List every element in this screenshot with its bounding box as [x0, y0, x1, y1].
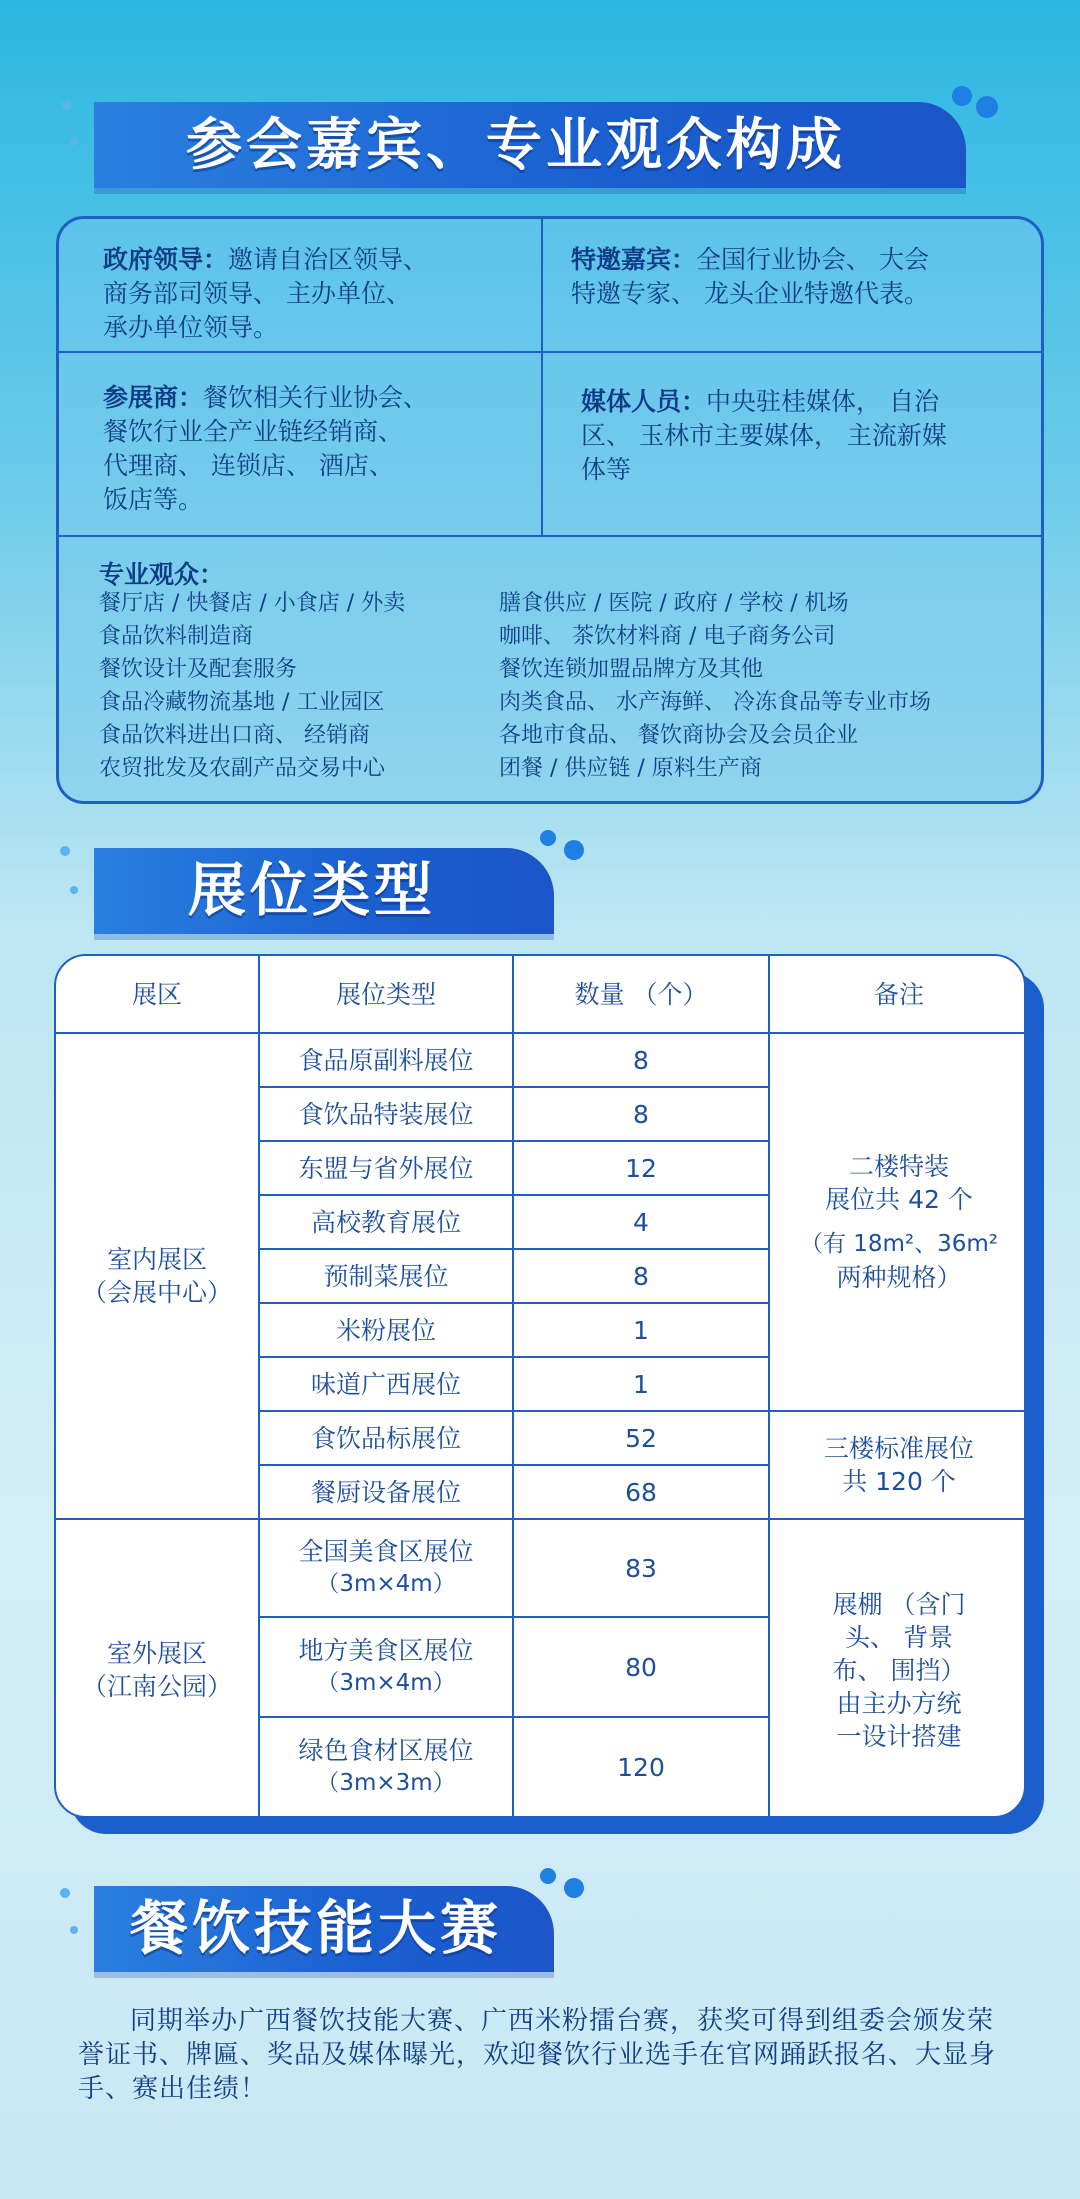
note-line: 共 120 个	[842, 1467, 956, 1496]
audience-item: 农贸批发及农副产品交易中心	[99, 756, 386, 781]
gov-leaders-text: 邀请自治区领导、	[228, 245, 429, 274]
booth-type-cell: 食饮品特装展位	[298, 1099, 474, 1129]
booth-type-cell: 米粉展位	[335, 1315, 436, 1345]
booth-size: （3m×3m）	[316, 1770, 456, 1796]
decor-dot	[70, 138, 78, 146]
gov-leaders-text: 商务部司领导、 主办单位、	[103, 279, 411, 308]
note-line: 三楼标准展位	[823, 1434, 974, 1463]
audience-item: 咖啡、 茶饮材料商 / 电子商务公司	[499, 624, 836, 649]
booth-count-cell: 8	[633, 1099, 649, 1129]
booth-type-cell: 东盟与省外展位	[298, 1153, 474, 1183]
decor-dot	[540, 1868, 556, 1884]
audience-item: 团餐 / 供应链 / 原料生产商	[499, 756, 762, 781]
note-line: 一设计搭建	[836, 1721, 962, 1751]
audience-item: 餐饮设计及配套服务	[99, 657, 298, 682]
booth-type-cell	[260, 1520, 512, 1616]
exhibitors-text: 饭店等。	[103, 485, 204, 514]
note-line: （有 18m²、36m²	[799, 1231, 999, 1257]
audience-item: 食品饮料制造商	[99, 624, 254, 649]
note-line: 两种规格）	[836, 1263, 962, 1292]
audience-right-list	[499, 587, 1039, 785]
audience-item: 餐饮连锁加盟品牌方及其他	[499, 657, 764, 682]
booth-size: （3m×4m）	[316, 1670, 456, 1696]
booth-size: （3m×4m）	[316, 1571, 456, 1597]
gov-leaders-text: 承办单位领导。	[103, 313, 279, 342]
booth-type-cell: 高校教育展位	[310, 1207, 461, 1237]
header-booth-type: 展位类型	[335, 979, 436, 1009]
booth-count-cell: 120	[617, 1752, 665, 1782]
booth-type-name: 绿色食材区展位	[298, 1736, 474, 1765]
outdoor-zone-name: 室外展区	[106, 1639, 207, 1668]
divider	[541, 219, 543, 535]
section3-title: 餐饮技能大赛	[130, 1894, 503, 1962]
note-line: 展棚 （含门	[832, 1589, 966, 1619]
exhibitors-text: 餐饮行业全产业链经销商、	[103, 417, 404, 446]
booth-count-cell: 8	[633, 1045, 649, 1075]
audience-item: 餐厅店 / 快餐店 / 小食店 / 外卖	[99, 591, 406, 616]
section1-title: 参会嘉宾、专业观众构成	[186, 113, 846, 178]
audience-left-list	[99, 587, 519, 785]
decor-dot	[70, 1926, 78, 1934]
indoor-zone-cell	[56, 1034, 258, 1518]
media-text: 中央驻桂媒体， 自治	[706, 387, 939, 416]
booth-type-cell	[260, 1618, 512, 1716]
divider	[59, 351, 1041, 353]
exhibitors-text: 餐饮相关行业协会、	[203, 383, 429, 412]
special-guests-text: 全国行业协会、 大会	[696, 245, 929, 274]
attendee-composition-box	[56, 216, 1044, 804]
header-note: 备注	[873, 979, 924, 1009]
gov-leaders-cell	[103, 243, 533, 345]
note-line: 二楼特装	[848, 1152, 949, 1181]
exhibitors-text: 代理商、 连锁店、 酒店、	[103, 451, 394, 480]
media-cell	[581, 385, 1031, 487]
booth-count-cell: 12	[625, 1153, 657, 1183]
booth-count-cell: 80	[625, 1652, 657, 1682]
audience-item: 膳食供应 / 医院 / 政府 / 学校 / 机场	[499, 591, 849, 616]
booth-type-cell: 食饮品标展位	[310, 1423, 461, 1453]
special-guests-text: 特邀专家、 龙头企业特邀代表。	[571, 279, 929, 308]
audience-item: 各地市食品、 餐饮商协会及会员企业	[499, 723, 858, 748]
decor-dot	[60, 846, 70, 856]
booth-type-name: 全国美食区展位	[298, 1537, 474, 1566]
booth-type-cell: 味道广西展位	[310, 1369, 461, 1399]
booth-count-cell: 68	[625, 1477, 657, 1507]
decor-dot	[952, 86, 972, 106]
special-guests-cell	[571, 243, 1031, 311]
header-count: 数量 （个）	[574, 979, 708, 1009]
decor-dot	[564, 840, 584, 860]
note-line: 展位共 42 个	[825, 1185, 973, 1214]
note-line: 头、 背景	[845, 1622, 953, 1652]
indoor-zone-name: 室内展区	[106, 1245, 207, 1274]
outdoor-zone-cell	[56, 1520, 258, 1818]
note-line: 由主办方统	[836, 1688, 962, 1718]
outdoor-zone-venue: （江南公园）	[81, 1672, 232, 1701]
section2-title: 展位类型	[188, 856, 437, 924]
media-text: 区、 玉林市主要媒体， 主流新媒	[581, 421, 947, 450]
exhibitors-label: 参展商：	[103, 383, 204, 412]
audience-item: 肉类食品、 水产海鲜、 冷冻食品等专业市场	[499, 690, 931, 715]
decor-dot	[564, 1878, 584, 1898]
booth-table	[54, 954, 1026, 1818]
divider	[59, 535, 1041, 537]
media-text: 体等	[581, 455, 632, 484]
audience-item: 食品饮料进出口商、 经销商	[99, 723, 370, 748]
decor-dot	[60, 1888, 70, 1898]
note-standard-booths	[770, 1412, 1026, 1518]
note-line: 布、 围挡）	[832, 1655, 966, 1685]
note-outdoor-booths	[770, 1520, 1026, 1818]
media-label: 媒体人员：	[581, 387, 707, 416]
booth-type-cell: 餐厨设备展位	[310, 1477, 461, 1507]
competition-description: 同期举办广西餐饮技能大赛、广西米粉擂台赛，获奖可得到组委会颁发荣誉证书、牌匾、奖品及媒体曝光，欢迎餐饮行业选手在官网踊跃报名、大显身手、赛出佳绩！	[78, 2006, 997, 2104]
audience-label: 专业观众：	[99, 560, 225, 589]
decor-dot	[540, 830, 556, 846]
booth-type-cell: 食品原副料展位	[298, 1045, 474, 1075]
booth-type-cell	[260, 1718, 512, 1816]
booth-count-cell: 1	[633, 1315, 649, 1345]
booth-count-cell: 83	[625, 1553, 657, 1583]
booth-count-cell: 1	[633, 1369, 649, 1399]
special-guests-label: 特邀嘉宾：	[571, 245, 697, 274]
indoor-zone-venue: （会展中心）	[81, 1278, 232, 1307]
decor-dot	[70, 886, 78, 894]
booth-count-cell: 8	[633, 1261, 649, 1291]
booth-type-name: 地方美食区展位	[298, 1636, 474, 1665]
header-zone: 展区	[131, 979, 182, 1009]
note-special-booths	[770, 1034, 1026, 1410]
decor-dot	[62, 100, 72, 110]
audience-item: 食品冷藏物流基地 / 工业园区	[99, 690, 385, 715]
booth-count-cell: 4	[633, 1207, 649, 1237]
booth-type-cell: 预制菜展位	[323, 1261, 449, 1291]
booth-count-cell: 52	[625, 1423, 657, 1453]
exhibitors-cell	[103, 381, 533, 517]
decor-dot	[976, 96, 998, 118]
gov-leaders-label: 政府领导：	[103, 245, 229, 274]
